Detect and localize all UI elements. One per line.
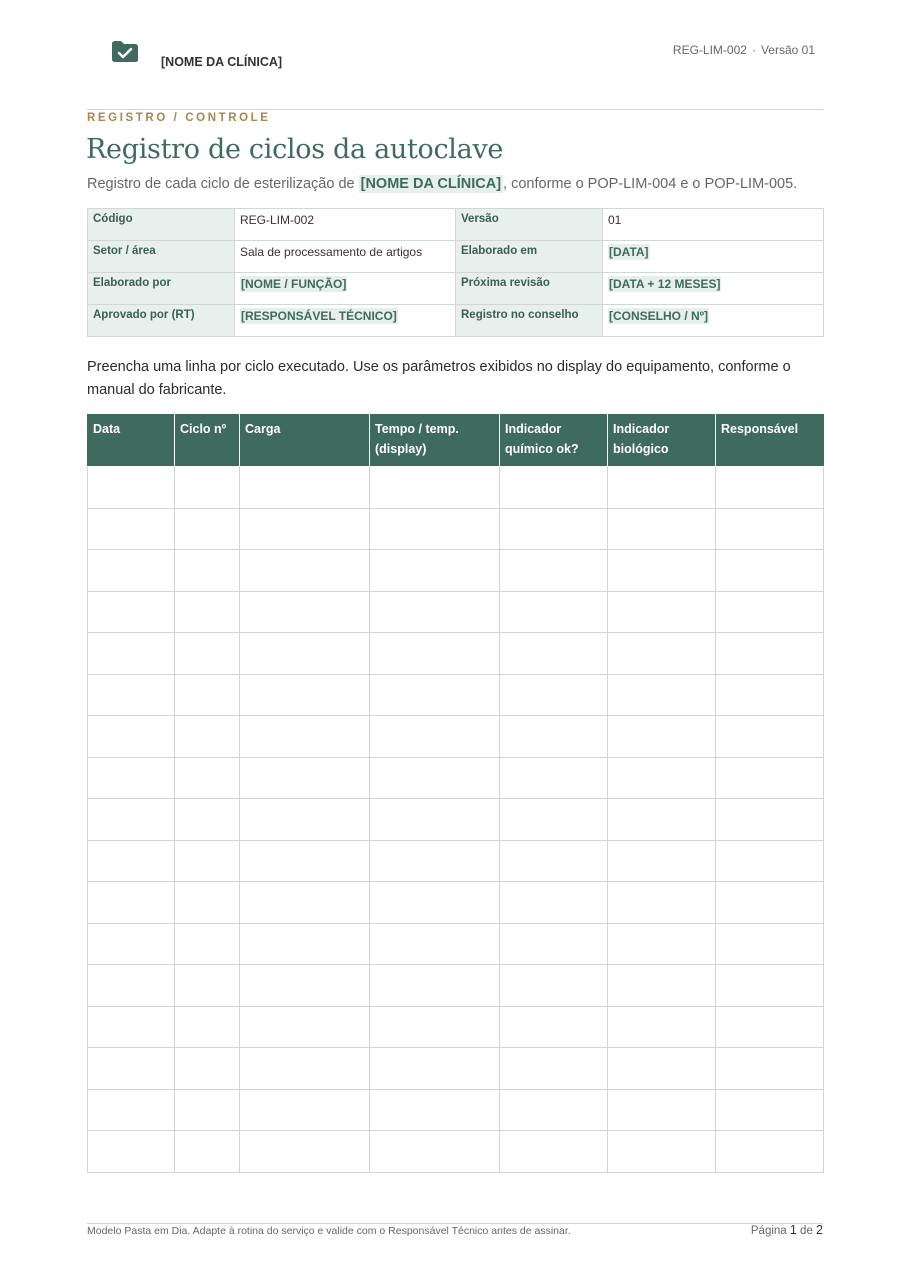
log-entry-cell[interactable] xyxy=(175,633,240,675)
log-entry-cell[interactable] xyxy=(716,923,824,965)
log-entry-cell[interactable] xyxy=(500,882,608,924)
log-entry-cell[interactable] xyxy=(608,467,716,509)
page-title: Registro de ciclos da autoclave xyxy=(86,134,504,165)
column-header-data: Data xyxy=(88,415,175,467)
log-entry-cell[interactable] xyxy=(500,633,608,675)
log-entry-cell[interactable] xyxy=(88,923,175,965)
log-entry-cell[interactable] xyxy=(716,757,824,799)
log-entry-cell[interactable] xyxy=(240,965,370,1007)
log-entry-row xyxy=(88,550,824,592)
log-entry-cell[interactable] xyxy=(240,550,370,592)
log-entry-cell[interactable] xyxy=(370,882,500,924)
meta-label: Registro no conselho xyxy=(456,305,603,337)
footer-divider xyxy=(87,1223,823,1224)
log-entry-cell[interactable] xyxy=(175,550,240,592)
log-entry-cell[interactable] xyxy=(88,674,175,716)
log-entry-cell[interactable] xyxy=(175,674,240,716)
log-entry-cell[interactable] xyxy=(88,508,175,550)
log-entry-cell[interactable] xyxy=(88,633,175,675)
log-entry-cell[interactable] xyxy=(500,965,608,1007)
log-entry-cell[interactable] xyxy=(175,840,240,882)
log-entry-cell[interactable] xyxy=(716,716,824,758)
log-entry-cell[interactable] xyxy=(716,467,824,509)
log-entry-cell[interactable] xyxy=(370,1131,500,1173)
meta-value: 01 xyxy=(603,209,824,241)
log-entry-cell[interactable] xyxy=(240,508,370,550)
log-entry-cell[interactable] xyxy=(370,467,500,509)
section-eyebrow: REGISTRO / CONTROLE xyxy=(87,112,271,124)
log-entry-cell[interactable] xyxy=(500,1131,608,1173)
meta-value-placeholder: [DATA + 12 MESES] xyxy=(603,273,824,305)
log-entry-cell[interactable] xyxy=(240,1006,370,1048)
log-entry-cell[interactable] xyxy=(608,923,716,965)
log-entry-row xyxy=(88,591,824,633)
log-entry-cell[interactable] xyxy=(240,591,370,633)
page-of: de xyxy=(800,1225,813,1237)
log-entry-cell[interactable] xyxy=(240,633,370,675)
log-entry-cell[interactable] xyxy=(88,1006,175,1048)
meta-label: Versão xyxy=(456,209,603,241)
meta-value-placeholder: [DATA] xyxy=(603,241,824,273)
log-entry-row xyxy=(88,1089,824,1131)
meta-label: Aprovado por (RT) xyxy=(88,305,235,337)
meta-label: Elaborado por xyxy=(88,273,235,305)
log-entry-cell[interactable] xyxy=(240,674,370,716)
meta-value-placeholder: [CONSELHO / Nº] xyxy=(603,305,824,337)
column-header-tempo: Tempo / temp. (display) xyxy=(370,415,500,467)
log-entry-cell[interactable] xyxy=(608,882,716,924)
page-header xyxy=(0,0,910,100)
meta-value: Sala de processamento de artigos xyxy=(235,241,456,273)
log-entry-cell[interactable] xyxy=(175,1048,240,1090)
log-entry-cell[interactable] xyxy=(716,840,824,882)
column-header-ciclo: Ciclo nº xyxy=(175,415,240,467)
subtitle-placeholder: [NOME DA CLÍNICA] xyxy=(360,176,502,192)
document-meta-table xyxy=(87,208,824,337)
meta-row xyxy=(88,305,824,337)
log-entry-row xyxy=(88,757,824,799)
log-entry-row xyxy=(88,840,824,882)
log-entry-cell[interactable] xyxy=(370,674,500,716)
log-entry-cell[interactable] xyxy=(175,882,240,924)
log-entry-cell[interactable] xyxy=(500,550,608,592)
log-entry-cell[interactable] xyxy=(175,1006,240,1048)
log-entry-cell[interactable] xyxy=(716,799,824,841)
log-entry-cell[interactable] xyxy=(608,674,716,716)
log-entry-cell[interactable] xyxy=(370,923,500,965)
log-entry-cell[interactable] xyxy=(500,591,608,633)
subtitle-text-before: Registro de cada ciclo de esterilização de xyxy=(87,176,359,192)
log-entry-cell[interactable] xyxy=(716,1006,824,1048)
top-divider xyxy=(87,109,823,110)
log-entry-cell[interactable] xyxy=(370,799,500,841)
log-entry-cell[interactable] xyxy=(500,674,608,716)
log-entry-row xyxy=(88,882,824,924)
log-entry-cell[interactable] xyxy=(240,923,370,965)
log-entry-cell[interactable] xyxy=(608,1006,716,1048)
log-entry-cell[interactable] xyxy=(88,1131,175,1173)
clinic-name: [NOME DA CLÍNICA] xyxy=(161,55,283,69)
log-entry-cell[interactable] xyxy=(240,1048,370,1090)
subtitle-text-after: , conforme o POP-LIM-004 e o POP-LIM-005. xyxy=(503,176,798,192)
log-entry-cell[interactable] xyxy=(608,757,716,799)
meta-label: Próxima revisão xyxy=(456,273,603,305)
log-entry-cell[interactable] xyxy=(716,882,824,924)
log-body xyxy=(88,467,824,1173)
log-entry-cell[interactable] xyxy=(175,1089,240,1131)
log-entry-cell[interactable] xyxy=(716,633,824,675)
page-subtitle xyxy=(87,176,797,192)
log-entry-cell[interactable] xyxy=(608,1048,716,1090)
page-word: Página xyxy=(750,1225,787,1237)
meta-label: Elaborado em xyxy=(456,241,603,273)
log-entry-cell[interactable] xyxy=(175,757,240,799)
autoclave-log-table xyxy=(87,414,824,1173)
document-reference xyxy=(673,43,815,57)
log-entry-cell[interactable] xyxy=(370,1048,500,1090)
log-entry-cell[interactable] xyxy=(88,467,175,509)
page-current: 1 xyxy=(789,1223,797,1237)
log-entry-cell[interactable] xyxy=(716,1048,824,1090)
meta-row xyxy=(88,241,824,273)
log-entry-cell[interactable] xyxy=(175,591,240,633)
log-entry-row xyxy=(88,716,824,758)
log-entry-cell[interactable] xyxy=(370,1089,500,1131)
log-entry-cell[interactable] xyxy=(240,716,370,758)
meta-row xyxy=(88,273,824,305)
column-header-responsavel: Responsável xyxy=(716,415,824,467)
column-header-indicador-quimico: Indicador químico ok? xyxy=(500,415,608,467)
log-entry-cell[interactable] xyxy=(608,965,716,1007)
log-entry-cell[interactable] xyxy=(88,550,175,592)
log-entry-cell[interactable] xyxy=(240,467,370,509)
log-entry-row xyxy=(88,799,824,841)
log-entry-cell[interactable] xyxy=(500,757,608,799)
log-entry-cell[interactable] xyxy=(716,674,824,716)
log-entry-cell[interactable] xyxy=(608,799,716,841)
log-entry-cell[interactable] xyxy=(608,508,716,550)
log-entry-row xyxy=(88,923,824,965)
log-entry-cell[interactable] xyxy=(500,799,608,841)
log-entry-cell[interactable] xyxy=(240,840,370,882)
meta-row xyxy=(88,209,824,241)
column-header-indicador-biologico: Indicador biológico xyxy=(608,415,716,467)
log-entry-cell[interactable] xyxy=(370,550,500,592)
doc-code: REG-LIM-002 xyxy=(672,43,747,57)
log-entry-cell[interactable] xyxy=(175,716,240,758)
log-entry-cell[interactable] xyxy=(240,1089,370,1131)
log-entry-cell[interactable] xyxy=(716,965,824,1007)
page-number xyxy=(751,1223,823,1237)
meta-value: REG-LIM-002 xyxy=(235,209,456,241)
log-entry-cell[interactable] xyxy=(175,467,240,509)
log-entry-cell[interactable] xyxy=(500,840,608,882)
log-entry-cell[interactable] xyxy=(175,1131,240,1173)
log-entry-cell[interactable] xyxy=(500,923,608,965)
log-entry-cell[interactable] xyxy=(500,467,608,509)
log-entry-row xyxy=(88,633,824,675)
log-entry-cell[interactable] xyxy=(370,757,500,799)
log-entry-cell[interactable] xyxy=(370,633,500,675)
log-entry-cell[interactable] xyxy=(716,550,824,592)
log-entry-cell[interactable] xyxy=(716,591,824,633)
log-entry-cell[interactable] xyxy=(240,757,370,799)
instructions: Preencha uma linha por ciclo executado. Use os parâmetros exibidos no display do equipamento, conforme o manual do fabricante. xyxy=(87,359,791,398)
log-entry-row xyxy=(88,1006,824,1048)
log-entry-cell[interactable] xyxy=(370,840,500,882)
log-entry-cell[interactable] xyxy=(88,591,175,633)
log-entry-cell[interactable] xyxy=(88,799,175,841)
log-entry-row xyxy=(88,965,824,1007)
log-entry-row xyxy=(88,674,824,716)
log-entry-cell[interactable] xyxy=(370,716,500,758)
meta-label: Setor / área xyxy=(88,241,235,273)
log-entry-cell[interactable] xyxy=(608,840,716,882)
log-entry-cell[interactable] xyxy=(240,799,370,841)
log-entry-row xyxy=(88,1048,824,1090)
log-entry-cell[interactable] xyxy=(370,591,500,633)
log-entry-cell[interactable] xyxy=(608,716,716,758)
log-entry-row xyxy=(88,508,824,550)
log-entry-cell[interactable] xyxy=(370,508,500,550)
log-entry-cell[interactable] xyxy=(88,757,175,799)
log-entry-cell[interactable] xyxy=(175,923,240,965)
log-entry-cell[interactable] xyxy=(88,965,175,1007)
meta-value-placeholder: [RESPONSÁVEL TÉCNICO] xyxy=(235,305,456,337)
log-entry-cell[interactable] xyxy=(88,1048,175,1090)
log-header-row xyxy=(88,415,824,467)
folder-check-icon xyxy=(111,40,139,63)
log-entry-cell[interactable] xyxy=(500,1089,608,1131)
log-entry-cell[interactable] xyxy=(500,508,608,550)
log-entry-cell[interactable] xyxy=(240,1131,370,1173)
log-entry-cell[interactable] xyxy=(500,1048,608,1090)
log-entry-cell[interactable] xyxy=(370,965,500,1007)
log-entry-cell[interactable] xyxy=(608,550,716,592)
log-entry-cell[interactable] xyxy=(88,716,175,758)
column-header-carga: Carga xyxy=(240,415,370,467)
log-entry-cell[interactable] xyxy=(175,965,240,1007)
log-entry-cell[interactable] xyxy=(608,591,716,633)
meta-label: Código xyxy=(88,209,235,241)
separator: · xyxy=(751,43,756,57)
log-entry-cell[interactable] xyxy=(500,716,608,758)
log-entry-cell[interactable] xyxy=(716,1131,824,1173)
log-entry-cell[interactable] xyxy=(716,508,824,550)
log-entry-cell[interactable] xyxy=(500,1006,608,1048)
page-total: 2 xyxy=(816,1223,823,1237)
log-entry-cell[interactable] xyxy=(175,508,240,550)
log-entry-cell[interactable] xyxy=(88,1089,175,1131)
log-entry-row xyxy=(88,467,824,509)
log-entry-cell[interactable] xyxy=(240,882,370,924)
log-entry-cell[interactable] xyxy=(88,840,175,882)
log-entry-cell[interactable] xyxy=(88,882,175,924)
meta-value-placeholder: [NOME / FUNÇÃO] xyxy=(235,273,456,305)
log-entry-cell[interactable] xyxy=(608,1131,716,1173)
log-entry-row xyxy=(88,1131,824,1173)
log-entry-cell[interactable] xyxy=(608,633,716,675)
doc-version: Versão 01 xyxy=(760,43,815,57)
log-entry-cell[interactable] xyxy=(175,799,240,841)
log-entry-cell[interactable] xyxy=(608,1089,716,1131)
log-entry-cell[interactable] xyxy=(370,1006,500,1048)
footer-note: Modelo Pasta em Dia. Adapte à rotina do serviço e valide com o Responsável Técnico antes de assinar. xyxy=(87,1225,571,1237)
log-entry-cell[interactable] xyxy=(716,1089,824,1131)
